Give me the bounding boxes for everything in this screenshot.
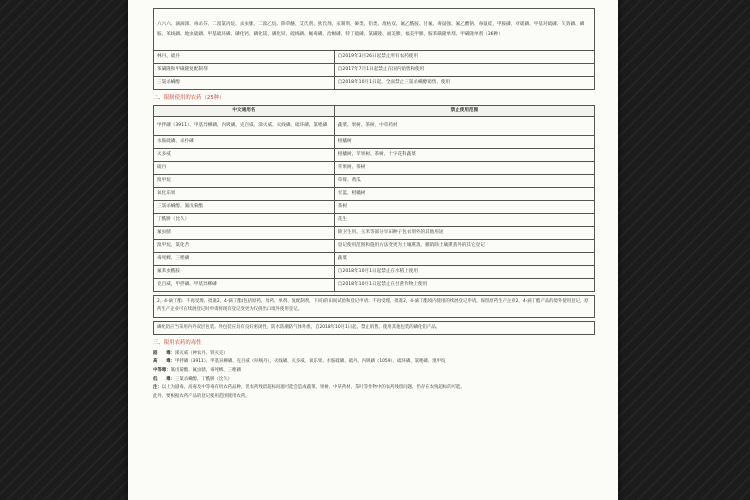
toxicity-text: 以上为剧毒、高毒及中等毒有机农药品种，但农药残留超标问题可能会造成蔬菜、果树、中草药材、茶叶等作物中的农药残留问题，仍存在农残超标的可能。 — [161, 385, 465, 391]
table-row — [154, 214, 595, 227]
pesticide-name-cell: 苯磺隆和甲磺隆复配制剂 — [154, 64, 335, 77]
section-title: 三、限用农药的毒性 — [153, 339, 202, 346]
pesticide-name-cell: 灭多威 — [154, 149, 335, 162]
table-row — [154, 240, 595, 253]
table-row — [154, 279, 595, 292]
pesticide-name-cell: 甲拌磷（3911）、甲基异柳磷、内吸磷、克百威、涕灭威、灭线磷、硫环磷、氯唑磷 — [154, 117, 335, 136]
scope-cell: 自2018年10月1日起禁止在水稻上使用 — [334, 266, 594, 279]
table-row — [154, 175, 595, 188]
scope-cell: 蔬菜、果树、茶树、中草药材 — [334, 117, 594, 136]
toxicity-label: 剧 毒： — [153, 350, 175, 356]
table-row — [154, 162, 595, 175]
table-row — [154, 227, 595, 240]
table-row — [154, 77, 595, 90]
scope-cell: 柑橘树、苹果树、茶树、十字花科蔬菜 — [334, 149, 594, 162]
background-left — [0, 0, 128, 500]
toxicity-text: 甲拌磷（3911）、甲基异柳磷、克百威（呋喃丹）、灭线磷、灭多威、氧乐果、水胺硫磷、硫丹、内吸磷（1059）、硫环磷、氯唑磷、溴甲烷 — [174, 359, 446, 365]
regulation-cell: 自2019年3月26日起禁止所有农药使用 — [334, 51, 594, 64]
scope-cell: 除卫生用、玉米等部分旱田种子包衣剂外的其他用途 — [334, 227, 594, 240]
toxicity-line — [153, 367, 595, 376]
scope-cell: 苹果树、茶树 — [334, 162, 594, 175]
pesticide-name-cell: 林丹、硫丹 — [154, 51, 335, 64]
scope-cell: 花生 — [334, 214, 594, 227]
toxicity-text: 氰戊菊酯、氟虫腈、毒死蜱、三唑磷 — [170, 368, 241, 374]
table-row — [154, 64, 595, 77]
table-row — [154, 136, 595, 149]
scope-cell: 蔬菜 — [334, 253, 594, 266]
scope-cell: 茶树 — [334, 201, 594, 214]
pesticide-name-cell: 溴甲烷、氯化苦 — [154, 240, 335, 253]
pesticide-name-cell: 三氯杀螨醇 — [154, 77, 335, 90]
background-right — [618, 0, 750, 500]
toxicity-label: 低 毒： — [153, 376, 175, 382]
pesticide-name-cell: 氟虫腈 — [154, 227, 335, 240]
pesticide-name-cell: 克百威、甲拌磷、甲基异柳磷 — [154, 279, 335, 292]
scope-cell: 登记使用范围和施用方法变更为土壤熏蒸，撤销除土壤熏蒸外的其它登记 — [334, 240, 594, 253]
pesticide-name-cell: 毒死蜱、三唑磷 — [154, 253, 335, 266]
document-page — [128, 0, 618, 500]
toxicity-label: 注： — [153, 385, 162, 391]
table-row — [154, 117, 595, 136]
toxicity-label: 中等毒： — [153, 368, 171, 374]
section-title: 二、限制使用的农药（25种） — [153, 95, 225, 101]
toxicity-line — [153, 358, 595, 367]
restricted-pesticides-table — [153, 105, 595, 292]
banned-list-cell: 六六六、滴滴涕、毒杀芬、二溴氯丙烷、杀虫脒、二溴乙烷、除草醚、艾氏剂、狄氏剂、汞制剂、砷类、铅类、敌枯双、氟乙酰胺、甘氟、毒鼠强、氟乙酸钠、毒鼠硅、甲胺磷、对硫磷、甲基对硫磷、久效磷、磷胺、苯线磷、地虫硫磷、甲基硫环磷、磷化钙、磷化镁、磷化锌、硫线磷、蝇毒磷、治螟磷、特丁硫磷、氯磺隆、福美胂、福美甲胂、胺苯磺隆单剂、甲磺隆单剂（36种） — [154, 9, 595, 51]
table-row — [154, 51, 595, 64]
table-row — [154, 253, 595, 266]
scope-cell: 柑橘树 — [334, 136, 594, 149]
toxicity-line — [153, 376, 595, 385]
toxicity-text: 三氯杀螨醇、丁酰肼（比久） — [174, 376, 233, 382]
pesticide-name-cell: 水胺硫磷、杀扑磷 — [154, 136, 335, 149]
pesticide-name-cell: 氧化乐果 — [154, 188, 335, 201]
toxicity-line — [153, 350, 595, 359]
pesticide-name-cell: 硫丹 — [154, 162, 335, 175]
table-row — [154, 149, 595, 162]
note-box-24d: 2，4-滴丁酯：不再受理、批准2，4-滴丁酯(包括原药、母药、单剂、复配制剂，下同)的田间试验和登记申请；不再受理、批准2，4-滴丁酯境内使用的续展登记申请。保留原药生产企业2，4-滴丁酯产品的境外使用登记，原药生产企业可在续展登记时申请将现有登记变更为仅供出口境外使用登记。 — [153, 295, 595, 318]
scope-cell: 自2018年10月1日起禁止在甘蔗作物上使用 — [334, 279, 594, 292]
banned-pesticides-table — [153, 8, 595, 90]
note-box-aluminium-phosphide: 磷化铝应当采用内外双层包装。外包装应具有良好密闭性，防水防潮防气体外泄。自2018年10月1日起，禁止销售、使用其他包装的磷化铝产品。 — [153, 321, 595, 335]
toxicity-text: 此外，要根据农药产品的登记使用范围使用农药。 — [153, 393, 250, 399]
toxicity-line — [153, 393, 595, 402]
table-header-row — [154, 106, 595, 117]
scope-cell: 草莓、黄瓜 — [334, 175, 594, 188]
table-row — [154, 266, 595, 279]
toxicity-line — [153, 384, 595, 393]
pesticide-name-cell: 氟苯虫酰胺 — [154, 266, 335, 279]
pesticide-name-cell: 溴甲烷 — [154, 175, 335, 188]
table-row — [154, 9, 595, 51]
pesticide-name-cell: 丁酰肼（比久） — [154, 214, 335, 227]
scope-cell: 甘蓝、柑橘树 — [334, 188, 594, 201]
column-header: 禁止使用范围 — [334, 106, 594, 117]
pesticide-name-cell: 三氯杀螨醇、氰戊菊酯 — [154, 201, 335, 214]
column-header: 中文通用名 — [154, 106, 335, 117]
regulation-cell: 自2018年10月1日起，全面禁止三氯杀螨醇销售、使用 — [334, 77, 594, 90]
table-row — [154, 201, 595, 214]
toxicity-list — [153, 350, 595, 402]
toxicity-label: 高 毒： — [153, 359, 175, 365]
table-row — [154, 188, 595, 201]
toxicity-text: 涕灭威（神农丹、铁灭克） — [174, 350, 228, 356]
regulation-cell: 自2017年7月1日起禁止在国内销售和使用 — [334, 64, 594, 77]
